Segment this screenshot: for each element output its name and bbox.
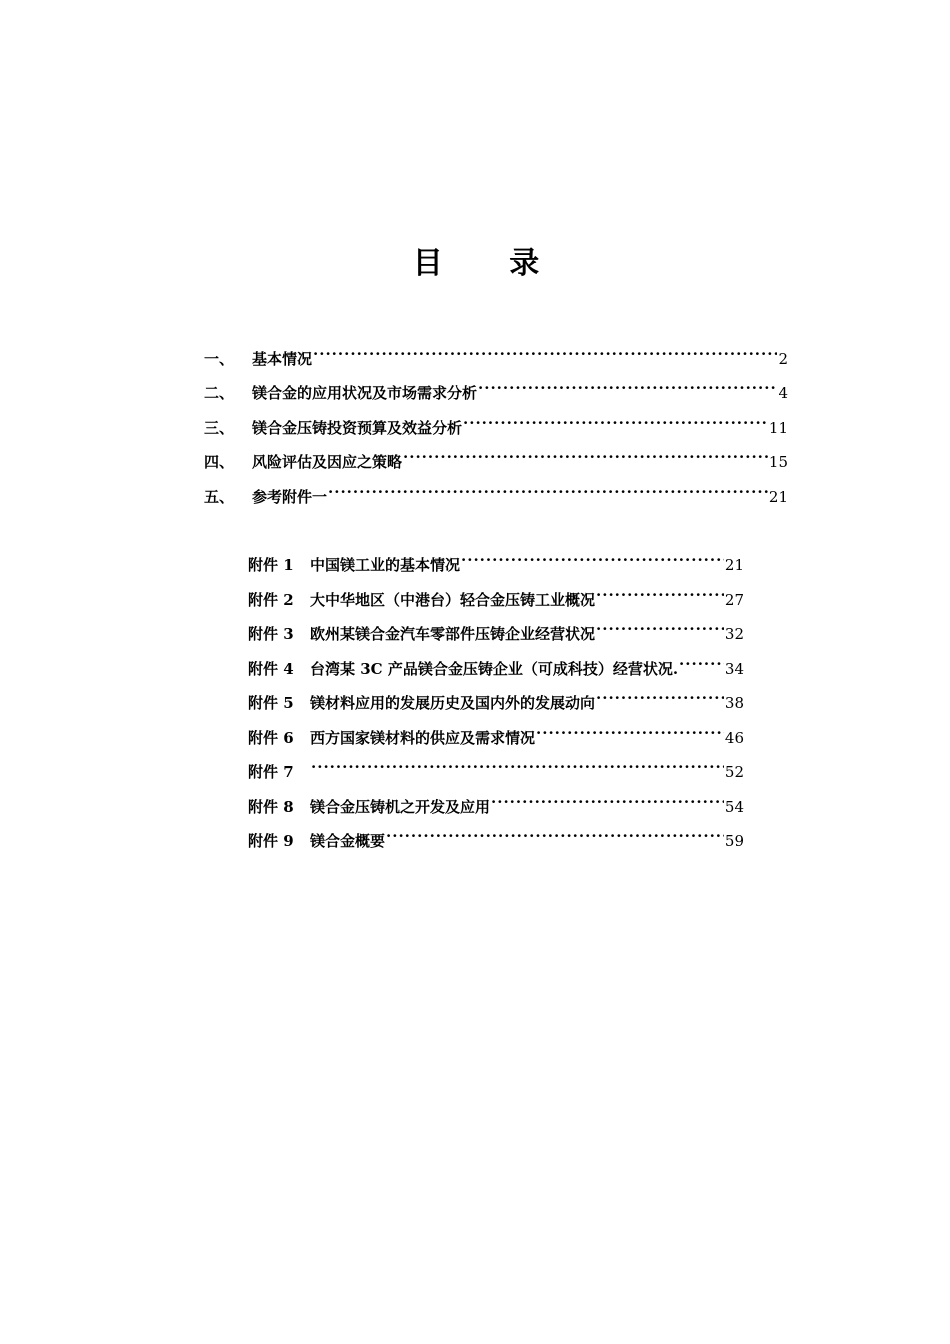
- toc-label: 镁合金压铸投资预算及效益分析: [252, 419, 463, 437]
- attachment-page-number: 46: [724, 729, 744, 747]
- page-title: 目 录: [412, 246, 568, 281]
- attachment-entry[interactable]: [248, 654, 744, 679]
- attachment-label: 西方国家镁材料的供应及需求情况: [310, 729, 536, 747]
- dot-leader: [313, 344, 777, 364]
- attachment-entry[interactable]: [248, 619, 744, 644]
- attachment-page-number: 21: [724, 556, 744, 574]
- dot-leader: [679, 654, 724, 674]
- dot-leader: [478, 378, 777, 398]
- toc-entry[interactable]: [204, 378, 788, 403]
- toc-number: 三、: [204, 419, 235, 437]
- attachment-page-number: 59: [724, 832, 744, 850]
- toc-label: 镁合金的应用状况及市场需求分析: [252, 384, 478, 402]
- attachment-entry[interactable]: [248, 723, 744, 748]
- attachment-label: 镁合金概要: [310, 832, 386, 850]
- toc-page-number: 2: [778, 350, 788, 368]
- toc-entry[interactable]: [204, 344, 788, 369]
- dot-leader: [403, 447, 768, 467]
- dot-leader: [386, 826, 724, 846]
- attachment-label: 欧州某镁合金汽车零部件压铸企业经营状况: [310, 625, 596, 643]
- dot-leader: [463, 413, 768, 433]
- toc-number: 一、: [204, 350, 235, 368]
- attachment-label: 大中华地区（中港台）轻合金压铸工业概况: [310, 591, 596, 609]
- attachment-number: 附件 1: [248, 556, 294, 574]
- attachment-number: 附件 5: [248, 694, 294, 712]
- dot-leader: [311, 757, 724, 777]
- attachment-number: 附件 4: [248, 660, 294, 678]
- toc-entry[interactable]: [204, 482, 788, 507]
- attachment-entry[interactable]: [248, 688, 744, 713]
- attachment-entry[interactable]: [248, 550, 744, 575]
- toc-number: 五、: [204, 488, 235, 506]
- attachment-number: 附件 6: [248, 729, 294, 747]
- attachment-number: 附件 2: [248, 591, 294, 609]
- attachment-page-number: 32: [724, 625, 744, 643]
- toc-label: 基本情况: [252, 350, 313, 368]
- dot-leader: [596, 688, 724, 708]
- toc-entry[interactable]: [204, 447, 788, 472]
- attachment-page-number: 52: [724, 763, 744, 781]
- attachment-page-number: 34: [724, 660, 744, 678]
- toc-page-number: 4: [778, 384, 788, 402]
- toc-label: 风险评估及因应之策略: [252, 453, 403, 471]
- attachment-number: 附件 9: [248, 832, 294, 850]
- attachment-entry[interactable]: [248, 757, 744, 782]
- toc-page-number: 11: [768, 419, 788, 437]
- attachment-label: 台湾某 3C 产品镁合金压铸企业（可成科技）经营状况.: [310, 660, 679, 678]
- attachment-number: 附件 8: [248, 798, 294, 816]
- toc-page-number: 21: [768, 488, 788, 506]
- attachment-page-number: 38: [724, 694, 744, 712]
- dot-leader: [328, 482, 768, 502]
- toc-entry[interactable]: [204, 413, 788, 438]
- attachment-entry[interactable]: [248, 826, 744, 851]
- toc-number: 四、: [204, 453, 235, 471]
- attachment-label: 镁材料应用的发展历史及国内外的发展动向: [310, 694, 596, 712]
- attachment-label: 镁合金压铸机之开发及应用: [310, 798, 491, 816]
- toc-number: 二、: [204, 384, 235, 402]
- dot-leader: [461, 550, 724, 570]
- attachment-number: 附件 3: [248, 625, 294, 643]
- attachment-entry[interactable]: [248, 792, 744, 817]
- dot-leader: [596, 585, 724, 605]
- attachment-entry[interactable]: [248, 585, 744, 610]
- dot-leader: [536, 723, 724, 743]
- attachment-page-number: 27: [724, 591, 744, 609]
- toc-page-number: 15: [768, 453, 788, 471]
- dot-leader: [596, 619, 724, 639]
- attachment-label: 中国镁工业的基本情况: [310, 556, 461, 574]
- attachment-page-number: 54: [724, 798, 744, 816]
- dot-leader: [491, 792, 724, 812]
- attachment-number: 附件 7: [248, 763, 294, 781]
- toc-label: 参考附件一: [252, 488, 328, 506]
